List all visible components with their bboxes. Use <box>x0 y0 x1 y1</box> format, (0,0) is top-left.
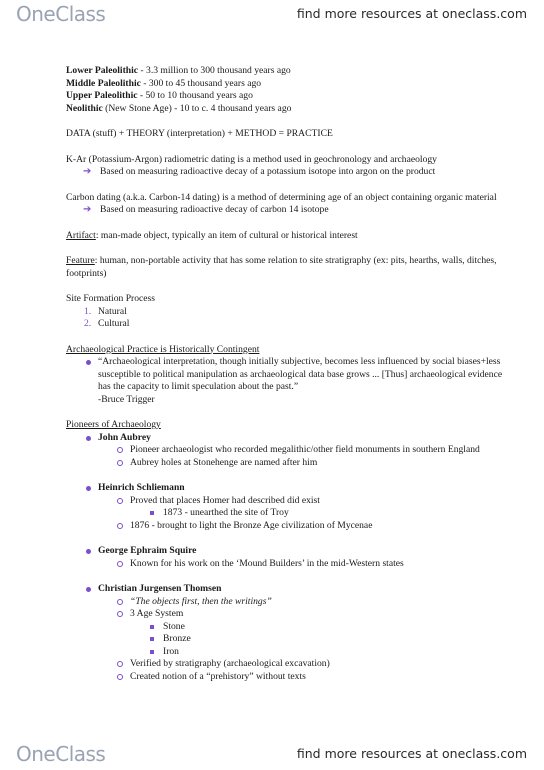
artifact-definition: Artifact: man-made object, typically an item of cultural or historical interest <box>66 229 358 241</box>
list-item: 1. Natural <box>84 305 127 317</box>
pioneers-title: Pioneers of Archaeology <box>66 419 161 430</box>
bullet-icon <box>86 360 91 365</box>
bullet-icon <box>86 549 91 554</box>
arrow-icon: ➔ <box>83 166 92 177</box>
list-item: 2. Cultural <box>84 318 130 329</box>
bullet-icon <box>86 587 91 592</box>
pioneer-schliemann: Heinrich Schliemann <box>66 482 506 495</box>
list-item: Known for his work on the ‘Mound Builders’ in the mid-Western states <box>66 558 506 571</box>
trigger-quote: “Archaeological interpretation, though initially subjective, becomes less influenced by social biases+less susceptible to political manipulation as archaeological data base grows ... [Thus] archaeological evidence has the capacity to limit speculation about the past.” <box>66 356 506 394</box>
period-neolithic: Neolithic (New Stone Age) - 10 to c. 4 thousand years ago <box>66 102 292 114</box>
circle-bullet-icon <box>117 611 123 617</box>
circle-bullet-icon <box>117 523 123 529</box>
list-item: Verified by stratigraphy (archaeological excavation) <box>66 658 506 671</box>
practice-formula: DATA (stuff) + THEORY (interpretation) + METHOD = PRACTICE <box>66 128 333 139</box>
period-lower: Lower Paleolithic - 3.3 million to 300 thousand years ago <box>66 65 291 76</box>
site-formation-title: Site Formation Process <box>66 293 156 304</box>
pioneer-thomsen: Christian Jurgensen Thomsen <box>66 583 506 596</box>
period-middle: Middle Paleolithic - 300 to 45 thousand years ago <box>66 77 262 89</box>
list-item: 3 Age System <box>66 608 506 621</box>
trigger-author: -Bruce Trigger <box>98 393 155 405</box>
square-bullet-icon <box>150 625 154 629</box>
square-bullet-icon <box>150 511 154 515</box>
kar-definition: K-Ar (Potassium-Argon) radiometric dating is a method used in geochronology and archaeology <box>66 153 437 165</box>
list-item: Pioneer archaeologist who recorded megalithic/other field monuments in southern England <box>66 444 506 457</box>
list-item: Created notion of a “prehistory” without texts <box>66 671 506 684</box>
list-item: Iron <box>66 646 506 659</box>
circle-bullet-icon <box>117 460 123 466</box>
list-item: “The objects first, then the writings” <box>66 596 506 609</box>
list-item: Aubrey holes at Stonehenge are named after him <box>66 457 506 470</box>
pioneer-aubrey: John Aubrey <box>66 432 506 445</box>
list-item: Bronze <box>66 633 506 646</box>
feature-definition: Feature: human, non-portable activity that has some relation to site stratigraphy (ex: pits, hearths, walls, ditches, footprints) <box>66 255 497 279</box>
circle-bullet-icon <box>117 661 123 667</box>
arrow-icon: ➔ <box>83 204 92 215</box>
kar-bullet: ➔ Based on measuring radioactive decay of a potassium isotope into argon on the product <box>83 166 436 177</box>
circle-bullet-icon <box>117 599 123 605</box>
page-header <box>0 0 544 28</box>
list-item: Stone <box>66 621 506 634</box>
square-bullet-icon <box>150 650 154 654</box>
list-item: Proved that places Homer had described did exist <box>66 495 506 508</box>
contingent-title: Archaeological Practice is Historically Contingent <box>66 343 260 355</box>
circle-bullet-icon <box>117 674 123 680</box>
list-item: 1876 - brought to light the Bronze Age civilization of Mycenae <box>66 520 506 533</box>
header-resources-link[interactable]: find more resources at oneclass.com <box>296 6 527 21</box>
square-bullet-icon <box>150 637 154 641</box>
page-footer <box>0 740 544 768</box>
carbon-bullet: ➔ Based on measuring radioactive decay of carbon 14 isotope <box>83 204 329 215</box>
circle-bullet-icon <box>117 561 123 567</box>
bullet-icon <box>86 486 91 491</box>
notes-content <box>66 65 506 683</box>
pioneer-squire: George Ephraim Squire <box>66 545 506 558</box>
circle-bullet-icon <box>117 498 123 504</box>
footer-resources-link[interactable]: find more resources at oneclass.com <box>296 746 527 761</box>
oneclass-logo[interactable]: OneClass <box>16 2 106 26</box>
period-upper: Upper Paleolithic - 50 to 10 thousand years ago <box>66 90 253 101</box>
list-item: 1873 - unearthed the site of Troy <box>66 507 506 520</box>
oneclass-logo[interactable]: OneClass <box>16 742 106 766</box>
carbon-definition: Carbon dating (a.k.a. Carbon-14 dating) is a method of determining age of an object containing organic material <box>66 191 497 203</box>
circle-bullet-icon <box>117 447 123 453</box>
bullet-icon <box>86 436 91 441</box>
